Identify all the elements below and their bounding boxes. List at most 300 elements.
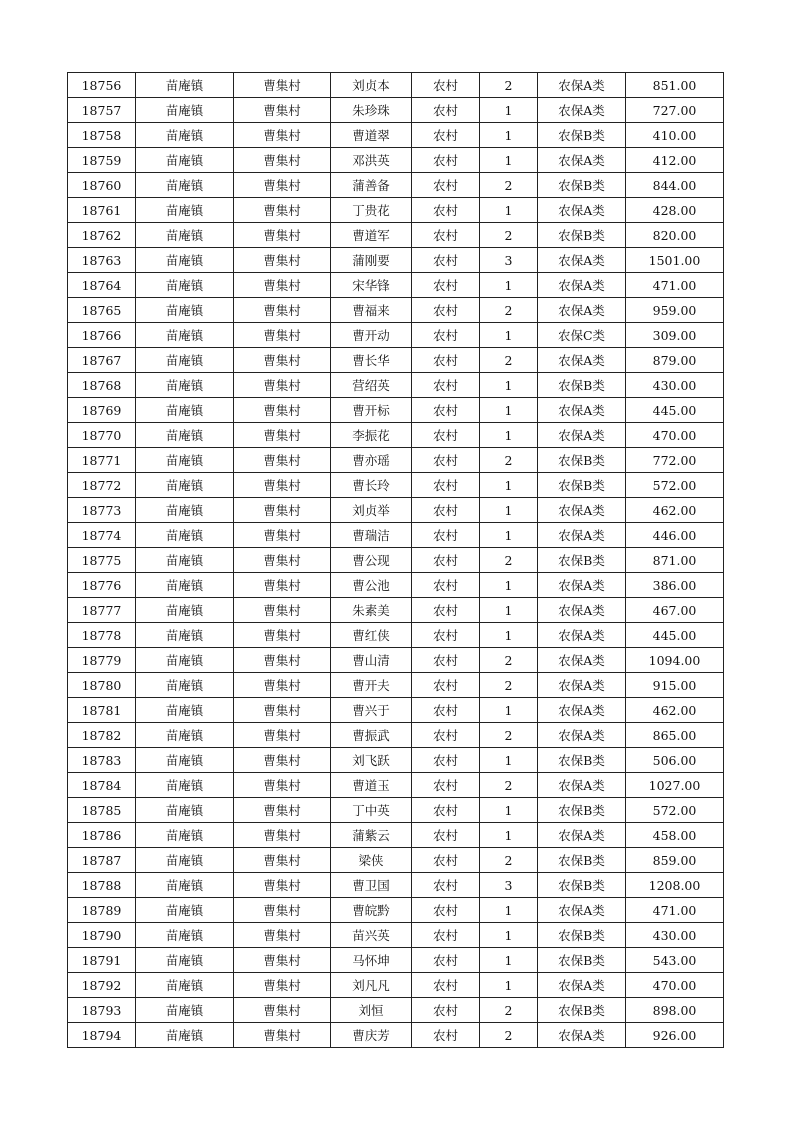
table-row <box>68 798 724 823</box>
cell-amount: 820.00 <box>626 223 724 248</box>
cell-area-type: 农村 <box>412 473 480 498</box>
cell-village: 曹集村 <box>234 548 331 573</box>
cell-village: 曹集村 <box>234 973 331 998</box>
cell-area-type: 农村 <box>412 173 480 198</box>
cell-village: 曹集村 <box>234 448 331 473</box>
cell-insurance-category: 农保A类 <box>538 1023 626 1048</box>
cell-household-size: 1 <box>480 498 538 523</box>
cell-name: 曹卫国 <box>331 873 412 898</box>
cell-insurance-category: 农保B类 <box>538 123 626 148</box>
cell-township: 苗庵镇 <box>136 848 234 873</box>
cell-area-type: 农村 <box>412 73 480 98</box>
cell-township: 苗庵镇 <box>136 448 234 473</box>
cell-insurance-category: 农保A类 <box>538 248 626 273</box>
cell-township: 苗庵镇 <box>136 748 234 773</box>
cell-village: 曹集村 <box>234 923 331 948</box>
cell-insurance-category: 农保A类 <box>538 523 626 548</box>
cell-name: 曹道军 <box>331 223 412 248</box>
table-row <box>68 198 724 223</box>
cell-record-id: 18770 <box>68 423 136 448</box>
cell-area-type: 农村 <box>412 523 480 548</box>
cell-township: 苗庵镇 <box>136 498 234 523</box>
table-row <box>68 348 724 373</box>
cell-name: 宋华锋 <box>331 273 412 298</box>
cell-household-size: 1 <box>480 198 538 223</box>
table-row <box>68 273 724 298</box>
cell-record-id: 18773 <box>68 498 136 523</box>
cell-name: 梁侠 <box>331 848 412 873</box>
cell-household-size: 1 <box>480 398 538 423</box>
cell-household-size: 1 <box>480 823 538 848</box>
table-row <box>68 123 724 148</box>
cell-village: 曹集村 <box>234 848 331 873</box>
cell-village: 曹集村 <box>234 248 331 273</box>
cell-name: 曹振武 <box>331 723 412 748</box>
cell-area-type: 农村 <box>412 98 480 123</box>
cell-insurance-category: 农保B类 <box>538 998 626 1023</box>
cell-area-type: 农村 <box>412 848 480 873</box>
cell-household-size: 2 <box>480 298 538 323</box>
cell-village: 曹集村 <box>234 748 331 773</box>
cell-insurance-category: 农保A类 <box>538 398 626 423</box>
cell-township: 苗庵镇 <box>136 998 234 1023</box>
cell-area-type: 农村 <box>412 573 480 598</box>
cell-record-id: 18769 <box>68 398 136 423</box>
cell-insurance-category: 农保A类 <box>538 348 626 373</box>
cell-name: 朱珍珠 <box>331 98 412 123</box>
cell-record-id: 18790 <box>68 923 136 948</box>
table-row <box>68 673 724 698</box>
cell-insurance-category: 农保C类 <box>538 323 626 348</box>
cell-name: 马怀坤 <box>331 948 412 973</box>
table-row <box>68 723 724 748</box>
table-row <box>68 573 724 598</box>
table-row <box>68 98 724 123</box>
cell-amount: 446.00 <box>626 523 724 548</box>
cell-name: 刘贞举 <box>331 498 412 523</box>
cell-household-size: 1 <box>480 423 538 448</box>
cell-name: 苗兴英 <box>331 923 412 948</box>
cell-township: 苗庵镇 <box>136 423 234 448</box>
cell-amount: 462.00 <box>626 698 724 723</box>
cell-township: 苗庵镇 <box>136 698 234 723</box>
cell-amount: 430.00 <box>626 373 724 398</box>
cell-name: 曹庆芳 <box>331 1023 412 1048</box>
table-row <box>68 223 724 248</box>
cell-record-id: 18759 <box>68 148 136 173</box>
cell-amount: 871.00 <box>626 548 724 573</box>
cell-township: 苗庵镇 <box>136 473 234 498</box>
cell-record-id: 18786 <box>68 823 136 848</box>
cell-insurance-category: 农保A类 <box>538 298 626 323</box>
table-row <box>68 973 724 998</box>
cell-name: 曹长华 <box>331 348 412 373</box>
cell-village: 曹集村 <box>234 123 331 148</box>
cell-village: 曹集村 <box>234 423 331 448</box>
cell-name: 邓洪英 <box>331 148 412 173</box>
cell-record-id: 18794 <box>68 1023 136 1048</box>
cell-record-id: 18783 <box>68 748 136 773</box>
cell-name: 丁贵花 <box>331 198 412 223</box>
cell-village: 曹集村 <box>234 173 331 198</box>
cell-name: 曹山清 <box>331 648 412 673</box>
table-row <box>68 423 724 448</box>
cell-amount: 412.00 <box>626 148 724 173</box>
cell-record-id: 18765 <box>68 298 136 323</box>
table-row <box>68 448 724 473</box>
cell-area-type: 农村 <box>412 248 480 273</box>
cell-insurance-category: 农保A类 <box>538 573 626 598</box>
cell-record-id: 18768 <box>68 373 136 398</box>
cell-insurance-category: 农保A类 <box>538 673 626 698</box>
cell-township: 苗庵镇 <box>136 148 234 173</box>
cell-household-size: 1 <box>480 573 538 598</box>
cell-village: 曹集村 <box>234 648 331 673</box>
table-row <box>68 873 724 898</box>
cell-insurance-category: 农保B类 <box>538 798 626 823</box>
cell-record-id: 18761 <box>68 198 136 223</box>
cell-amount: 727.00 <box>626 98 724 123</box>
cell-record-id: 18767 <box>68 348 136 373</box>
cell-household-size: 1 <box>480 98 538 123</box>
cell-township: 苗庵镇 <box>136 248 234 273</box>
cell-insurance-category: 农保A类 <box>538 273 626 298</box>
cell-record-id: 18791 <box>68 948 136 973</box>
cell-record-id: 18771 <box>68 448 136 473</box>
cell-name: 曹开夫 <box>331 673 412 698</box>
cell-area-type: 农村 <box>412 673 480 698</box>
cell-amount: 1027.00 <box>626 773 724 798</box>
cell-insurance-category: 农保A类 <box>538 98 626 123</box>
cell-name: 曹公现 <box>331 548 412 573</box>
cell-area-type: 农村 <box>412 223 480 248</box>
cell-township: 苗庵镇 <box>136 348 234 373</box>
cell-name: 刘贞本 <box>331 73 412 98</box>
cell-area-type: 农村 <box>412 598 480 623</box>
cell-area-type: 农村 <box>412 798 480 823</box>
cell-village: 曹集村 <box>234 898 331 923</box>
cell-name: 曹道玉 <box>331 773 412 798</box>
cell-name: 刘凡凡 <box>331 973 412 998</box>
cell-insurance-category: 农保B类 <box>538 173 626 198</box>
cell-village: 曹集村 <box>234 198 331 223</box>
cell-area-type: 农村 <box>412 123 480 148</box>
cell-name: 蒲刚要 <box>331 248 412 273</box>
cell-household-size: 2 <box>480 648 538 673</box>
cell-township: 苗庵镇 <box>136 598 234 623</box>
cell-household-size: 1 <box>480 898 538 923</box>
cell-record-id: 18780 <box>68 673 136 698</box>
table-row <box>68 373 724 398</box>
cell-area-type: 农村 <box>412 323 480 348</box>
cell-township: 苗庵镇 <box>136 973 234 998</box>
table-row <box>68 848 724 873</box>
cell-household-size: 1 <box>480 323 538 348</box>
cell-insurance-category: 农保A类 <box>538 698 626 723</box>
cell-village: 曹集村 <box>234 998 331 1023</box>
cell-township: 苗庵镇 <box>136 273 234 298</box>
cell-insurance-category: 农保B类 <box>538 848 626 873</box>
cell-household-size: 2 <box>480 173 538 198</box>
table-row <box>68 773 724 798</box>
cell-household-size: 2 <box>480 348 538 373</box>
cell-record-id: 18763 <box>68 248 136 273</box>
cell-name: 丁中英 <box>331 798 412 823</box>
cell-area-type: 农村 <box>412 448 480 473</box>
cell-area-type: 农村 <box>412 773 480 798</box>
cell-insurance-category: 农保A类 <box>538 623 626 648</box>
cell-township: 苗庵镇 <box>136 773 234 798</box>
cell-insurance-category: 农保A类 <box>538 773 626 798</box>
cell-household-size: 3 <box>480 873 538 898</box>
cell-township: 苗庵镇 <box>136 173 234 198</box>
cell-insurance-category: 农保A类 <box>538 898 626 923</box>
cell-household-size: 2 <box>480 848 538 873</box>
cell-amount: 445.00 <box>626 398 724 423</box>
cell-area-type: 农村 <box>412 298 480 323</box>
cell-amount: 898.00 <box>626 998 724 1023</box>
cell-area-type: 农村 <box>412 623 480 648</box>
cell-record-id: 18775 <box>68 548 136 573</box>
table-row <box>68 248 724 273</box>
cell-amount: 462.00 <box>626 498 724 523</box>
cell-amount: 572.00 <box>626 798 724 823</box>
table-row <box>68 948 724 973</box>
cell-amount: 1501.00 <box>626 248 724 273</box>
cell-household-size: 1 <box>480 798 538 823</box>
cell-record-id: 18782 <box>68 723 136 748</box>
cell-village: 曹集村 <box>234 673 331 698</box>
cell-area-type: 农村 <box>412 973 480 998</box>
table-row <box>68 73 724 98</box>
cell-area-type: 农村 <box>412 648 480 673</box>
cell-household-size: 2 <box>480 73 538 98</box>
cell-record-id: 18762 <box>68 223 136 248</box>
cell-township: 苗庵镇 <box>136 923 234 948</box>
records-table <box>67 72 724 1048</box>
cell-record-id: 18756 <box>68 73 136 98</box>
cell-insurance-category: 农保B类 <box>538 923 626 948</box>
cell-insurance-category: 农保A类 <box>538 973 626 998</box>
cell-amount: 859.00 <box>626 848 724 873</box>
cell-name: 营绍英 <box>331 373 412 398</box>
cell-insurance-category: 农保A类 <box>538 423 626 448</box>
cell-record-id: 18788 <box>68 873 136 898</box>
cell-township: 苗庵镇 <box>136 198 234 223</box>
cell-record-id: 18764 <box>68 273 136 298</box>
cell-village: 曹集村 <box>234 598 331 623</box>
cell-amount: 844.00 <box>626 173 724 198</box>
cell-household-size: 3 <box>480 248 538 273</box>
cell-household-size: 1 <box>480 598 538 623</box>
cell-area-type: 农村 <box>412 398 480 423</box>
cell-record-id: 18774 <box>68 523 136 548</box>
cell-area-type: 农村 <box>412 698 480 723</box>
cell-village: 曹集村 <box>234 823 331 848</box>
cell-village: 曹集村 <box>234 473 331 498</box>
cell-name: 朱素美 <box>331 598 412 623</box>
table-row <box>68 923 724 948</box>
cell-household-size: 1 <box>480 523 538 548</box>
cell-amount: 772.00 <box>626 448 724 473</box>
cell-insurance-category: 农保B类 <box>538 948 626 973</box>
cell-township: 苗庵镇 <box>136 373 234 398</box>
cell-area-type: 农村 <box>412 423 480 448</box>
cell-insurance-category: 农保B类 <box>538 548 626 573</box>
cell-record-id: 18792 <box>68 973 136 998</box>
records-table-body <box>68 73 724 1048</box>
cell-household-size: 2 <box>480 773 538 798</box>
cell-record-id: 18758 <box>68 123 136 148</box>
cell-amount: 1094.00 <box>626 648 724 673</box>
cell-village: 曹集村 <box>234 798 331 823</box>
table-row <box>68 323 724 348</box>
cell-record-id: 18785 <box>68 798 136 823</box>
cell-amount: 430.00 <box>626 923 724 948</box>
cell-amount: 458.00 <box>626 823 724 848</box>
cell-amount: 865.00 <box>626 723 724 748</box>
cell-village: 曹集村 <box>234 1023 331 1048</box>
cell-township: 苗庵镇 <box>136 298 234 323</box>
cell-township: 苗庵镇 <box>136 948 234 973</box>
cell-name: 曹皖黔 <box>331 898 412 923</box>
cell-village: 曹集村 <box>234 298 331 323</box>
cell-village: 曹集村 <box>234 723 331 748</box>
cell-area-type: 农村 <box>412 723 480 748</box>
cell-village: 曹集村 <box>234 398 331 423</box>
cell-village: 曹集村 <box>234 223 331 248</box>
cell-record-id: 18772 <box>68 473 136 498</box>
cell-township: 苗庵镇 <box>136 573 234 598</box>
cell-insurance-category: 农保A类 <box>538 723 626 748</box>
cell-village: 曹集村 <box>234 623 331 648</box>
cell-household-size: 1 <box>480 123 538 148</box>
cell-record-id: 18789 <box>68 898 136 923</box>
cell-township: 苗庵镇 <box>136 723 234 748</box>
cell-amount: 543.00 <box>626 948 724 973</box>
cell-record-id: 18781 <box>68 698 136 723</box>
cell-name: 曹福来 <box>331 298 412 323</box>
table-row <box>68 398 724 423</box>
table-row <box>68 998 724 1023</box>
cell-village: 曹集村 <box>234 273 331 298</box>
cell-area-type: 农村 <box>412 548 480 573</box>
cell-area-type: 农村 <box>412 873 480 898</box>
cell-amount: 926.00 <box>626 1023 724 1048</box>
cell-insurance-category: 农保A类 <box>538 648 626 673</box>
cell-insurance-category: 农保A类 <box>538 598 626 623</box>
cell-area-type: 农村 <box>412 748 480 773</box>
cell-insurance-category: 农保A类 <box>538 148 626 173</box>
cell-township: 苗庵镇 <box>136 898 234 923</box>
cell-record-id: 18776 <box>68 573 136 598</box>
cell-township: 苗庵镇 <box>136 398 234 423</box>
cell-area-type: 农村 <box>412 498 480 523</box>
table-row <box>68 148 724 173</box>
cell-name: 曹公池 <box>331 573 412 598</box>
cell-household-size: 2 <box>480 723 538 748</box>
table-row <box>68 698 724 723</box>
cell-township: 苗庵镇 <box>136 823 234 848</box>
cell-household-size: 1 <box>480 623 538 648</box>
cell-village: 曹集村 <box>234 948 331 973</box>
table-row <box>68 898 724 923</box>
cell-amount: 915.00 <box>626 673 724 698</box>
cell-amount: 572.00 <box>626 473 724 498</box>
table-row <box>68 623 724 648</box>
cell-amount: 851.00 <box>626 73 724 98</box>
cell-township: 苗庵镇 <box>136 548 234 573</box>
cell-area-type: 农村 <box>412 898 480 923</box>
cell-amount: 959.00 <box>626 298 724 323</box>
cell-name: 曹开动 <box>331 323 412 348</box>
cell-household-size: 1 <box>480 973 538 998</box>
cell-record-id: 18766 <box>68 323 136 348</box>
cell-name: 曹道翠 <box>331 123 412 148</box>
cell-village: 曹集村 <box>234 573 331 598</box>
cell-area-type: 农村 <box>412 373 480 398</box>
cell-area-type: 农村 <box>412 273 480 298</box>
cell-area-type: 农村 <box>412 823 480 848</box>
cell-insurance-category: 农保A类 <box>538 73 626 98</box>
cell-village: 曹集村 <box>234 873 331 898</box>
cell-insurance-category: 农保B类 <box>538 448 626 473</box>
cell-name: 蒲紫云 <box>331 823 412 848</box>
cell-name: 曹长玲 <box>331 473 412 498</box>
cell-household-size: 2 <box>480 1023 538 1048</box>
cell-household-size: 2 <box>480 448 538 473</box>
table-row <box>68 498 724 523</box>
cell-area-type: 农村 <box>412 148 480 173</box>
cell-record-id: 18779 <box>68 648 136 673</box>
cell-name: 曹瑞洁 <box>331 523 412 548</box>
table-row <box>68 548 724 573</box>
cell-insurance-category: 农保B类 <box>538 873 626 898</box>
cell-township: 苗庵镇 <box>136 73 234 98</box>
cell-village: 曹集村 <box>234 323 331 348</box>
cell-household-size: 1 <box>480 923 538 948</box>
cell-township: 苗庵镇 <box>136 623 234 648</box>
table-row <box>68 823 724 848</box>
cell-township: 苗庵镇 <box>136 648 234 673</box>
table-row <box>68 173 724 198</box>
cell-township: 苗庵镇 <box>136 798 234 823</box>
cell-amount: 470.00 <box>626 423 724 448</box>
cell-name: 李振花 <box>331 423 412 448</box>
cell-township: 苗庵镇 <box>136 323 234 348</box>
cell-household-size: 1 <box>480 948 538 973</box>
cell-record-id: 18787 <box>68 848 136 873</box>
cell-area-type: 农村 <box>412 923 480 948</box>
table-row <box>68 748 724 773</box>
cell-village: 曹集村 <box>234 523 331 548</box>
cell-village: 曹集村 <box>234 73 331 98</box>
cell-insurance-category: 农保B类 <box>538 473 626 498</box>
cell-insurance-category: 农保A类 <box>538 198 626 223</box>
cell-amount: 386.00 <box>626 573 724 598</box>
cell-village: 曹集村 <box>234 498 331 523</box>
cell-household-size: 1 <box>480 273 538 298</box>
table-row <box>68 298 724 323</box>
cell-village: 曹集村 <box>234 698 331 723</box>
cell-name: 曹红侠 <box>331 623 412 648</box>
cell-amount: 309.00 <box>626 323 724 348</box>
table-row <box>68 1023 724 1048</box>
cell-amount: 506.00 <box>626 748 724 773</box>
cell-area-type: 农村 <box>412 998 480 1023</box>
cell-village: 曹集村 <box>234 348 331 373</box>
cell-amount: 471.00 <box>626 898 724 923</box>
